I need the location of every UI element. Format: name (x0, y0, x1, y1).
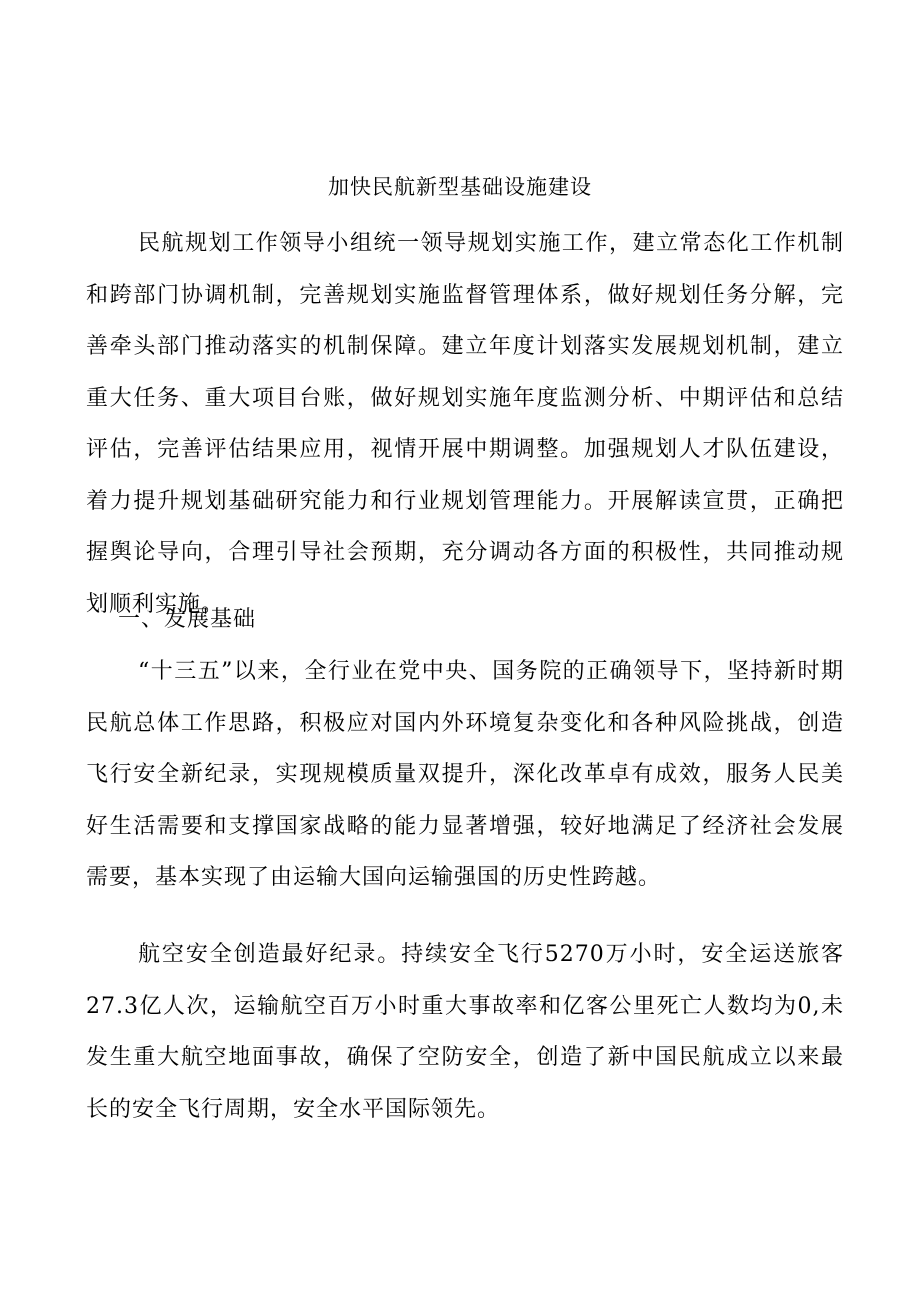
paragraph-planning-implementation: 民航规划工作领导小组统一领导规划实施工作，建立常态化工作机制和跨部门协调机制，完善规划实施监督管理体系，做好规划任务分解，完善牵头部门推动落实的机制保障。建立年度计划落实发展规划机制，建立重大任务、重大项目台账，做好规划实施年度监测分析、中期评估和总结评估，完善评估结果应用，视情开展中期调整。加强规划人才队伍建设，着力提升规划基础研究能力和行业规划管理能力。开展解读宣贯，正确把握舆论导向，合理引导社会预期，充分调动各方面的积极性，共同推动规划顺利实施。 (86, 231, 844, 617)
document-title: 加快民航新型基础设施建设 (328, 175, 592, 199)
paragraph-aviation-safety: 航空安全创造最好纪录。持续安全飞行5270万小时，安全运送旅客27.3亿人次，运输航空百万小时重大事故率和亿客公里死亡人数均为0,未发生重大航空地面事故，确保了空防安全，创造了新中国民航成立以来最长的安全飞行周期，安全水平国际领先。 (86, 942, 844, 1122)
section-heading-development-basis: 一、发展基础 (118, 607, 257, 632)
paragraph-thirteenth-five-year: “十三五”以来，全行业在党中央、国务院的正确领导下，坚持新时期民航总体工作思路，积极应对国内外环境复杂变化和各种风险挑战，创造飞行安全新纪录，实现规模质量双提升，深化改革卓有成效，服务人民美好生活需要和支撑国家战略的能力显著增强，较好地满足了经济社会发展需要，基本实现了由运输大国向运输强国的历史性跨越。 (86, 659, 844, 890)
